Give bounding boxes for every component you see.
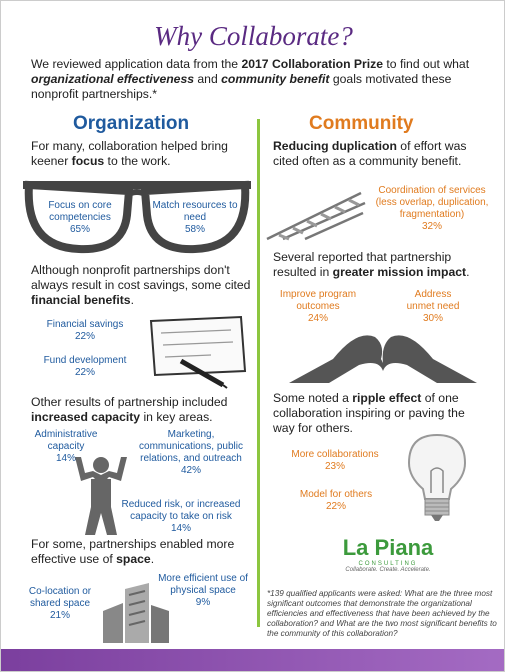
stat-focus-core: Focus on core competencies 65% (48, 200, 112, 235)
capacity-text: Other results of partnership included increased capacity in key areas. (31, 395, 228, 424)
intro-text: to find out what (383, 57, 470, 71)
duplication-text: Reducing duplication of effort was cited often as a community benefit. (273, 139, 467, 168)
stat-improve-outcomes: Improve program outcomes 24% (279, 289, 357, 324)
stat-match-resources: Match resources to need 58% (152, 200, 238, 235)
footer-bar (1, 649, 505, 672)
stat-unmet-need: Address unmet need 30% (406, 289, 460, 324)
organization-heading: Organization (73, 113, 190, 134)
footnote: *139 qualified applicants were asked: What are the three most significant outcomes that demonstrate the organizational efficiencies and effectiveness that have been achieved by the collaboration? and What are the two most significant benefits to the community of this collaboration? (267, 589, 497, 638)
financial-text: Although nonprofit partnerships don't always result in cost savings, some cited financial benefits. (31, 263, 251, 307)
focus-text: For many, collaboration helped bring keener focus to the work. (31, 139, 228, 168)
ripple-text: Some noted a ripple effect of one collaboration inspiring or paving the way for others. (273, 391, 465, 435)
stat-reduced-risk: Reduced risk, or increased capacity to take on risk 14% (121, 499, 241, 534)
impact-text: Several reported that partnership resulted in greater mission impact. (273, 250, 470, 279)
lightbulb-icon (405, 431, 469, 525)
stat-coordination: Coordination of services (less overlap, duplication, fragmentation) 32% (375, 185, 489, 232)
stat-financial-savings: Financial savings 22% (46, 319, 124, 342)
stat-administrative: Administrative capacity 14% (34, 429, 98, 464)
logo-wordmark: La Piana (342, 535, 434, 560)
intro-paragraph (31, 57, 471, 102)
column-divider (257, 119, 260, 627)
stat-marketing: Marketing, communications, public relations, and outreach 42% (139, 429, 243, 476)
stat-model-for-others: Model for others 22% (299, 489, 373, 512)
buildings-icon (99, 581, 173, 647)
stat-more-collaborations: More collaborations 23% (291, 449, 379, 472)
la-piana-logo (333, 535, 443, 573)
checkbook-icon (141, 313, 251, 389)
community-heading: Community (309, 113, 414, 134)
stat-fund-development: Fund development 22% (43, 355, 127, 378)
intro-text: goals motivated these nonprofit partnerships.* (31, 72, 452, 101)
stat-efficient-space: More efficient use of physical space 9% (158, 573, 248, 608)
intro-text: and (194, 72, 222, 86)
prize-name: 2017 Collaboration Prize (241, 57, 384, 71)
stat-co-location: Co-location or shared space 21% (28, 586, 92, 621)
space-text: For some, partnerships enabled more effective use of space. (31, 537, 235, 566)
org-effectiveness-term: organizational effectiveness (31, 72, 195, 86)
page-title: Why Collaborate? (154, 21, 353, 51)
logo-tagline: Collaborate. Create. Accelerate. (345, 567, 431, 573)
community-benefit-term: community benefit (221, 72, 330, 86)
intro-text: We reviewed application data from the (31, 57, 242, 71)
logo-subtitle: CONSULTING (358, 561, 418, 567)
heart-hands-icon (287, 319, 479, 385)
railroad-tracks-icon (265, 183, 369, 241)
